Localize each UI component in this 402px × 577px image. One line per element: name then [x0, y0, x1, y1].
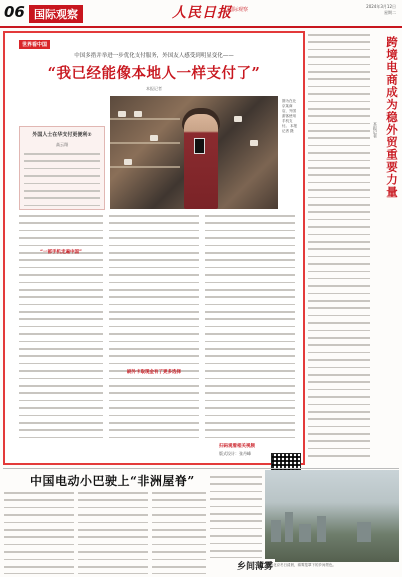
masthead-date	[366, 4, 396, 16]
section-heading-2: 刷外卡取现金有了更多选择	[127, 370, 181, 375]
bottom-body-col-4	[210, 474, 262, 558]
building-shape	[317, 516, 326, 542]
series-title: 外国人士在华支付更便利②	[32, 132, 92, 138]
body-column-2	[109, 213, 199, 438]
series-body	[24, 151, 100, 207]
cup-shape	[250, 140, 258, 146]
right-column-author: 本报记者	[373, 122, 378, 138]
building-shape	[299, 524, 311, 542]
divider	[3, 468, 399, 469]
landscape-photo[interactable]	[265, 470, 399, 562]
bottom-body-col-2	[78, 490, 148, 574]
landscape-photo-caption: 图为北京冬日清晨，薄雾笼罩下的乡间景色。	[266, 563, 336, 567]
cup-shape	[118, 111, 126, 117]
building-shape	[285, 512, 293, 542]
article-byline: 本报记者	[146, 86, 162, 91]
cup-shape	[150, 135, 158, 141]
masthead	[0, 0, 402, 28]
right-column-article[interactable]	[308, 30, 400, 468]
bottom-body-col-1	[4, 490, 74, 574]
newspaper-logo-sub: 国际观察	[228, 7, 249, 13]
photo-credit: 本报记者 摄	[282, 124, 298, 133]
qr-title: 扫码观看相关视频	[219, 444, 255, 449]
article-photo[interactable]	[110, 96, 278, 209]
phone-icon	[194, 138, 205, 154]
photo-caption-text: 图为在北京某商店，外国游客使用手机支付。	[282, 99, 296, 128]
shelf-line	[110, 142, 180, 144]
body-column-3	[205, 213, 295, 438]
section-label[interactable]: 国际观察	[29, 5, 83, 23]
building-shape	[271, 520, 281, 542]
photo-caption	[282, 99, 298, 134]
cup-shape	[234, 116, 242, 122]
series-author: 高云翔	[56, 142, 68, 147]
bottom-headline[interactable]: 中国电动小巴驶上“非洲屋脊”	[30, 474, 195, 488]
article-tag: 世界看中国	[19, 40, 50, 49]
right-column-headline[interactable]: 跨境电商成为稳外贸重要力量	[385, 36, 399, 199]
photo-title: 乡间薄雾	[235, 559, 275, 572]
building-shape	[357, 522, 371, 542]
weekday-text: 星期二	[384, 10, 396, 15]
bottom-body-col-3	[152, 490, 206, 574]
newspaper-logo: 人民日报	[172, 5, 232, 21]
person-figure	[184, 114, 218, 209]
article-subhead: 中国多措并举进一步优化支付服务，外国友人感受到明显变化——	[74, 53, 234, 59]
qr-label: 版式设计：张丹峰	[219, 451, 251, 456]
right-column-body	[308, 32, 370, 462]
section-heading-1: “一部手机走遍中国”	[40, 250, 82, 255]
cup-shape	[134, 111, 142, 117]
date-text: 2024年3月12日	[366, 4, 396, 9]
page-number: 06	[4, 3, 25, 21]
series-box	[19, 126, 105, 210]
article-headline[interactable]: “我已经能像本地人一样支付了”	[47, 65, 261, 82]
shelf-line	[110, 166, 180, 168]
body-column-1	[19, 213, 103, 438]
featured-article[interactable]	[3, 31, 305, 465]
cup-shape	[124, 159, 132, 165]
shelf-line	[110, 118, 180, 120]
